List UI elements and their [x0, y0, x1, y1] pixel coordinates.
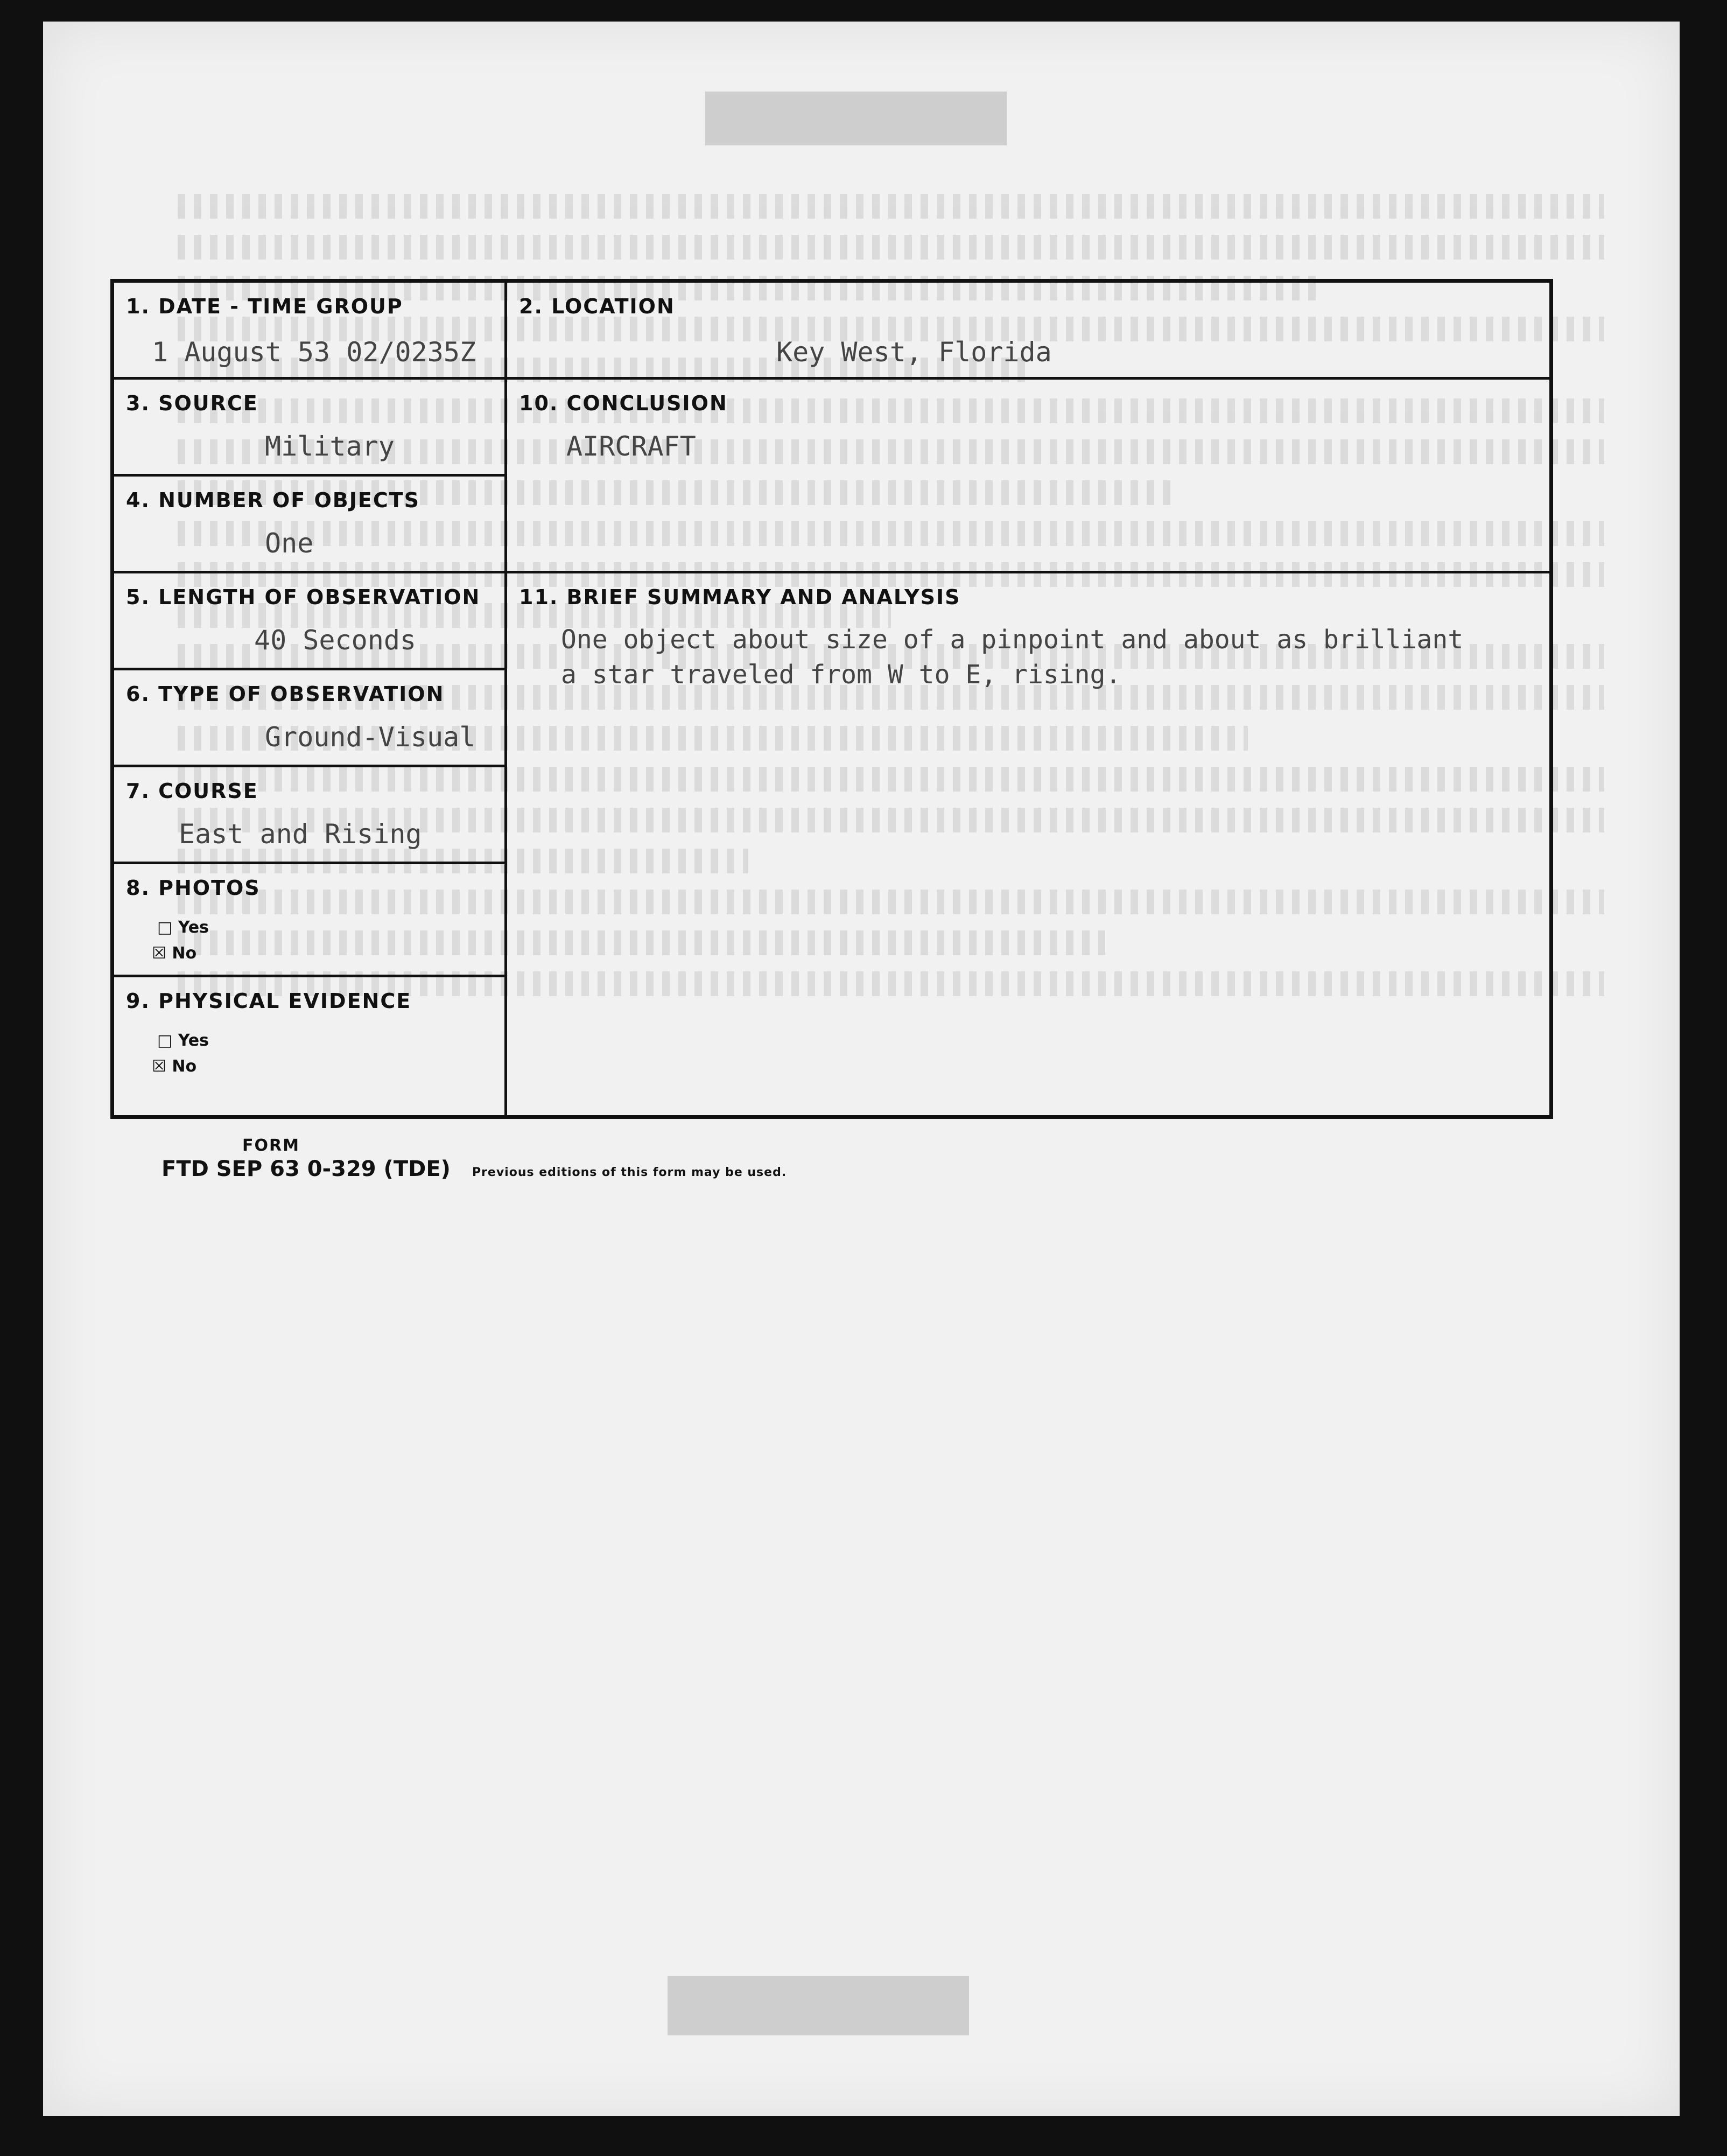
photos-yes-option[interactable] [157, 918, 209, 937]
course-cell [114, 767, 507, 864]
photos-label: 8. PHOTOS [126, 876, 261, 900]
number-objects-cell [114, 477, 507, 573]
evidence-no-label: No [172, 1057, 197, 1076]
evidence-yes-option[interactable] [157, 1031, 209, 1050]
footer-note: Previous editions of this form may be used. [472, 1166, 787, 1179]
length-observation-cell [114, 573, 507, 670]
physical-evidence-label: 9. PHYSICAL EVIDENCE [126, 989, 412, 1013]
type-observation-cell [114, 670, 507, 767]
bottom-smudge [668, 1976, 969, 2035]
top-smudge [705, 92, 1007, 145]
photos-yes-label: Yes [178, 918, 209, 937]
photos-no-option[interactable] [152, 944, 196, 963]
summary-line-1: One object about size of a pinpoint and about as brilliant [561, 625, 1464, 655]
type-observation-label: 6. TYPE OF OBSERVATION [126, 682, 445, 706]
conclusion-label: 10. CONCLUSION [519, 391, 728, 415]
source-label: 3. SOURCE [126, 391, 258, 415]
project-card-form [110, 279, 1553, 1119]
date-time-value: 1 August 53 02/0235Z [152, 337, 476, 368]
evidence-no-option[interactable] [152, 1057, 196, 1076]
evidence-yes-label: Yes [178, 1031, 209, 1050]
date-time-label: 1. DATE - TIME GROUP [126, 295, 403, 318]
photos-cell [114, 864, 507, 977]
evidence-no-checkbox[interactable]: ☒ [152, 1057, 166, 1076]
number-objects-value: One [265, 528, 314, 559]
source-value: Military [265, 431, 395, 462]
conclusion-cell [507, 380, 1549, 573]
summary-label: 11. BRIEF SUMMARY AND ANALYSIS [519, 585, 961, 609]
summary-line-2: a star traveled from W to E, rising. [561, 660, 1121, 690]
evidence-yes-checkbox[interactable]: □ [157, 1031, 173, 1050]
location-value: Key West, Florida [776, 337, 1052, 368]
summary-cell [507, 573, 1549, 1115]
course-label: 7. COURSE [126, 779, 258, 803]
photos-yes-checkbox[interactable]: □ [157, 918, 173, 937]
footer-form-id: FTD SEP 63 0-329 (TDE) [162, 1157, 451, 1181]
length-observation-label: 5. LENGTH OF OBSERVATION [126, 585, 481, 609]
date-time-cell [114, 283, 507, 380]
physical-evidence-cell [114, 977, 507, 1115]
type-observation-value: Ground-Visual [265, 722, 476, 753]
document-page [43, 22, 1680, 2116]
photos-no-label: No [172, 944, 197, 963]
course-value: East and Rising [179, 818, 422, 850]
footer-form-word: FORM [242, 1136, 300, 1155]
length-observation-value: 40 Seconds [254, 625, 417, 656]
number-objects-label: 4. NUMBER OF OBJECTS [126, 488, 420, 512]
location-cell [507, 283, 1549, 380]
location-label: 2. LOCATION [519, 295, 675, 318]
footer-line [162, 1157, 787, 1181]
source-cell [114, 380, 507, 477]
conclusion-value: AIRCRAFT [566, 431, 696, 462]
photos-no-checkbox[interactable]: ☒ [152, 944, 166, 963]
